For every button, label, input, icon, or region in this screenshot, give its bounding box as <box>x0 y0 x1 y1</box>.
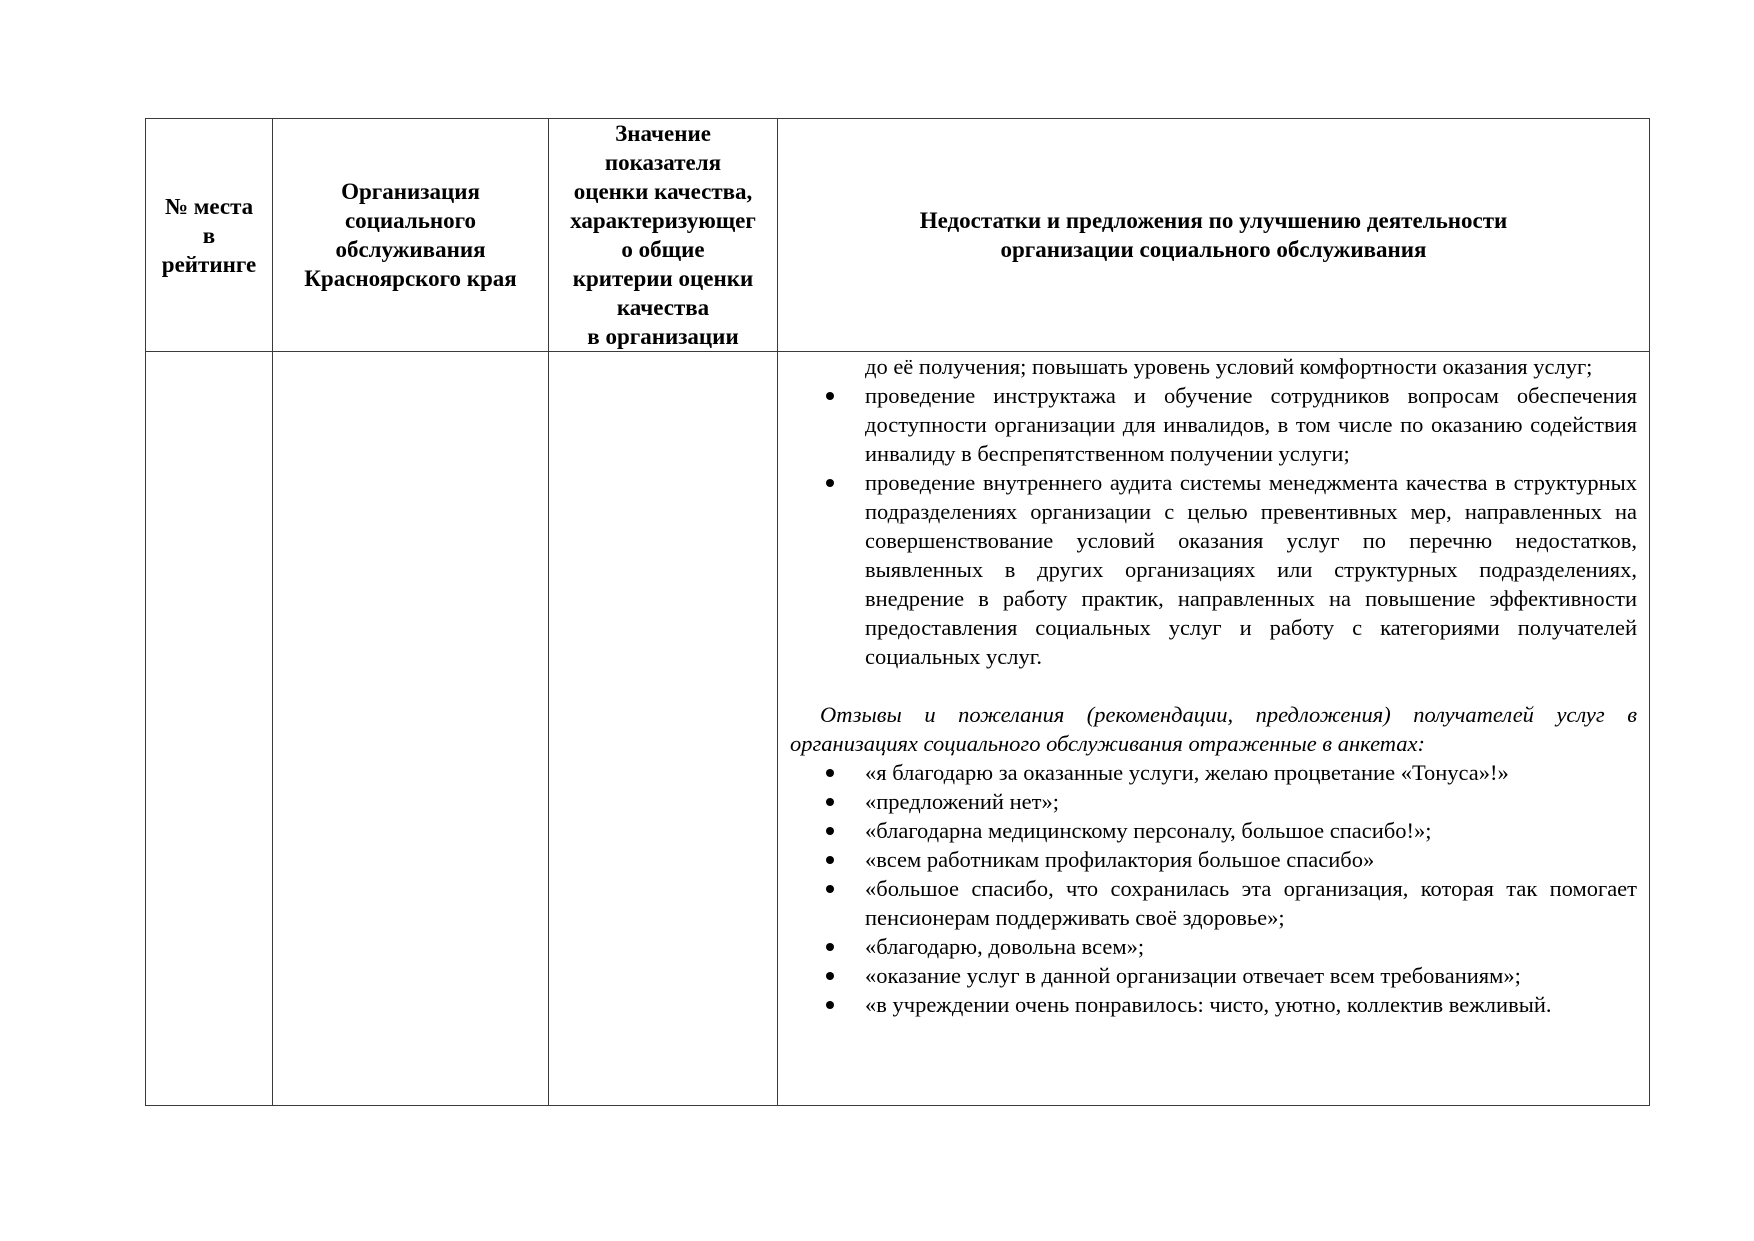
bullet-icon <box>826 1001 834 1009</box>
feedback-list <box>790 758 1637 1019</box>
bullet-icon <box>826 972 834 980</box>
header-organization: Организация социального обслуживания Красноярского края <box>273 119 549 352</box>
header-quality-value: Значение показателя оценки качества, характеризующег о общие критерии оценки качества в организации <box>549 119 778 352</box>
list-item: «в учреждении очень понравилось: чисто, уютно, коллектив вежливый. <box>790 990 1637 1019</box>
organization-cell <box>273 352 549 1106</box>
bullet-icon <box>826 827 834 835</box>
bullet-icon <box>826 392 834 400</box>
bullet-icon <box>826 885 834 893</box>
list-item: «всем работникам профилактория большое спасибо» <box>790 845 1637 874</box>
bullet-icon <box>826 479 834 487</box>
notes-cell <box>778 352 1650 1106</box>
list-item: «оказание услуг в данной организации отвечает всем требованиям»; <box>790 961 1637 990</box>
feedback-intro: Отзывы и пожелания (рекомендации, предложения) получателей услуг в организациях социального обслуживания отраженные в анкетах: <box>790 702 1637 756</box>
table-row <box>146 352 1650 1106</box>
place-cell <box>146 352 273 1106</box>
bullet-icon <box>826 943 834 951</box>
bullet-icon <box>826 798 834 806</box>
list-item: «я благодарю за оказанные услуги, желаю процветание «Тонуса»!» <box>790 758 1637 787</box>
bullet-icon <box>826 769 834 777</box>
list-item: «предложений нет»; <box>790 787 1637 816</box>
list-item: «большое спасибо, что сохранилась эта организация, которая так помогает пенсионерам поддерживать своё здоровье»; <box>790 874 1637 932</box>
list-item: проведение инструктажа и обучение сотрудников вопросам обеспечения доступности организации для инвалидов, в том числе по оказанию содействия инвалиду в беспрепятственном получении услуги; <box>790 381 1637 468</box>
table-header-row <box>146 119 1650 352</box>
header-place-in-rating: № места в рейтинге <box>146 119 273 352</box>
recommendations-list <box>790 381 1637 671</box>
header-shortcomings-and-proposals: Недостатки и предложения по улучшению деятельности организации социального обслуживания <box>778 119 1650 352</box>
value-cell <box>549 352 778 1106</box>
list-item: проведение внутреннего аудита системы менеджмента качества в структурных подразделениях организации с целью превентивных мер, направленных на совершенствование условий оказания услуг по перечню недостатков, выявленных в других организациях или структурных подразделениях, внедрение в работу практик, направленных на повышение эффективности предоставления социальных услуг и работу с категориями получателей социальных услуг. <box>790 468 1637 671</box>
rating-table <box>145 118 1650 1106</box>
continued-recommendation-text: до её получения; повышать уровень условий комфортности оказания услуг; <box>865 354 1593 379</box>
list-item: «благодарна медицинскому персоналу, большое спасибо!»; <box>790 816 1637 845</box>
list-item: «благодарю, довольна всем»; <box>790 932 1637 961</box>
bullet-icon <box>826 856 834 864</box>
paragraph-spacer <box>790 671 1637 700</box>
